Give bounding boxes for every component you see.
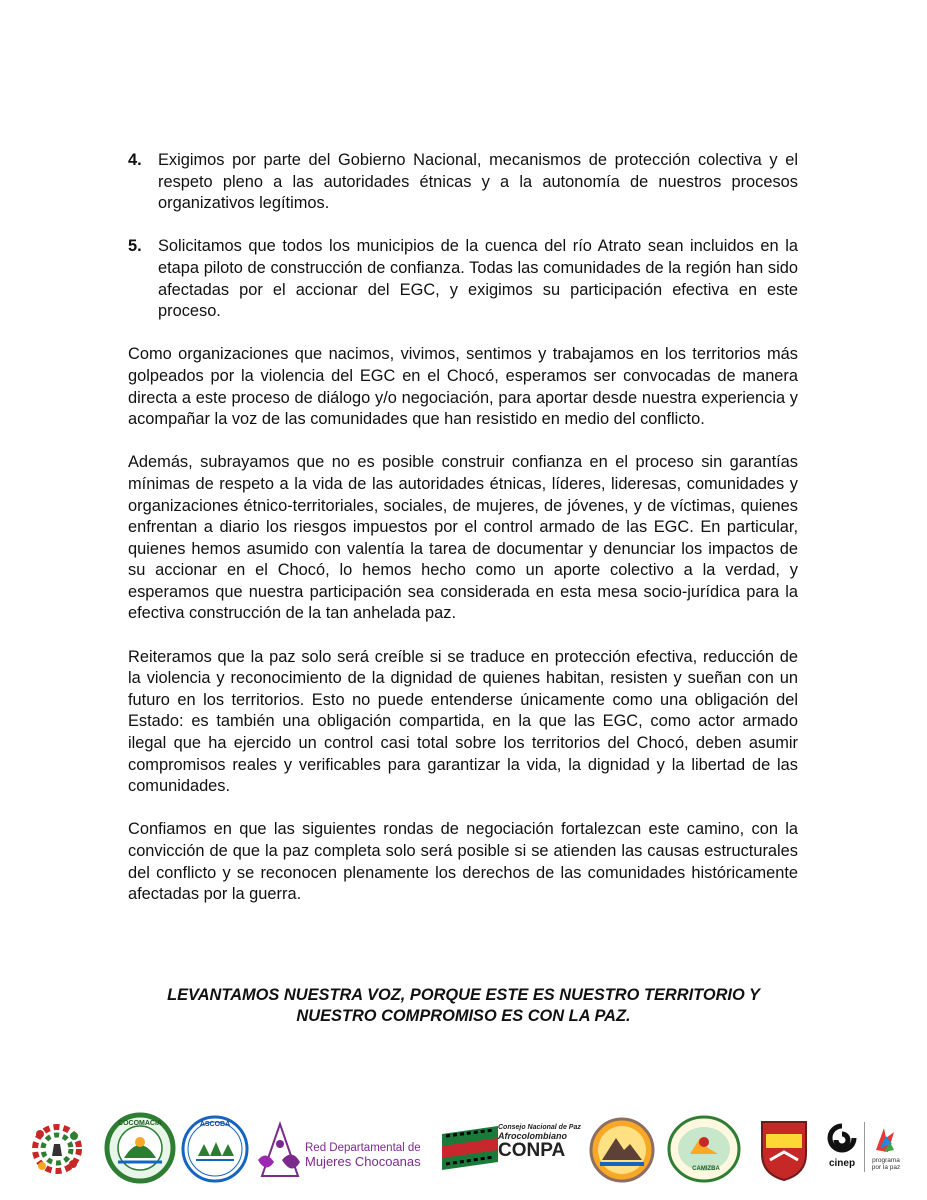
red-mujeres-line-2: Mujeres Chocoanas bbox=[305, 1154, 421, 1169]
shield-crest-logo bbox=[756, 1114, 812, 1184]
cinep-label: cinep bbox=[828, 1158, 856, 1169]
camizba-logo bbox=[666, 1114, 742, 1184]
conpa-label bbox=[498, 1124, 588, 1160]
programa-line-1: programa bbox=[872, 1157, 900, 1164]
red-mujeres-label bbox=[305, 1142, 435, 1168]
document-body bbox=[128, 150, 798, 927]
ascoba-label: ASCOBA bbox=[199, 1121, 231, 1128]
list-number: 5. bbox=[128, 237, 142, 256]
cinep-logo bbox=[824, 1122, 860, 1158]
paragraph-rondas: Confiamos en que las siguientes rondas de negociación fortalezcan este camino, con la convicción de que la paz completa solo será posible si se atienden las causas estructurales del conflicto y se reconocen plenamente los derechos de las comunidades históricamente afectadas por la guerra. bbox=[128, 820, 798, 904]
hands-circle-logo bbox=[18, 1114, 96, 1184]
list-text: Solicitamos que todos los municipios de la cuenca del río Atrato sean incluidos en la etapa piloto de construcción de confianza. Todas las comunidades de la región han sido afectadas por el accionar del EGC, y exigimos su participación efectiva en este proceso. bbox=[158, 237, 798, 321]
list-item bbox=[128, 150, 798, 215]
programa-paz-label bbox=[866, 1157, 906, 1171]
closing-line-2: NUESTRO COMPROMISO ES CON LA PAZ. bbox=[296, 1007, 631, 1025]
conpa-flag-logo bbox=[440, 1124, 500, 1172]
paragraph-paz-creible: Reiteramos que la paz solo será creíble si se traduce en protección efectiva, reducción de la violencia y reconocimiento de la dignidad de quienes habitan, resisten y sueñan con un futuro en los territorios. Esto no puede entenderse únicamente como una obligación del Estado: es también una obligación compartida, en la que las EGC, como actor armado ilegal que ha ejercido un control casi total sobre los territorios del Chocó, deben asumir compromisos reales y verificables para garantizar la vida, la dignidad y la libertad de las comunidades. bbox=[128, 647, 798, 796]
conpa-name: CONPA bbox=[498, 1140, 566, 1161]
logo-strip bbox=[0, 1110, 927, 1190]
programa-line-2: por la paz bbox=[871, 1164, 901, 1171]
red-mujeres-line-1: Red Departamental de bbox=[305, 1142, 421, 1154]
programa-paz-logo bbox=[870, 1122, 900, 1156]
red-mujeres-logo bbox=[252, 1120, 308, 1182]
list-number: 4. bbox=[128, 151, 142, 169]
closing-line-1: LEVANTAMOS NUESTRA VOZ, PORQUE ESTE ES NUESTRO TERRITORIO Y bbox=[167, 986, 760, 1004]
conpa-line-1: Consejo Nacional de Paz bbox=[498, 1124, 581, 1131]
mountain-badge-logo bbox=[588, 1116, 656, 1184]
conpa-line-2: Afrocolombiano bbox=[498, 1131, 567, 1141]
list-item bbox=[128, 236, 798, 322]
list-text: Exigimos por parte del Gobierno Nacional, mecanismos de protección colectiva y el respeto pleno a las autoridades étnicas y a la autonomía de nuestros procesos organizativos legítimos. bbox=[158, 151, 798, 213]
cocomacia-label: COCOMACIA bbox=[118, 1120, 162, 1127]
closing-statement bbox=[110, 985, 817, 1027]
logo-divider bbox=[864, 1122, 865, 1172]
paragraph-organizaciones: Como organizaciones que nacimos, vivimos, sentimos y trabajamos en los territorios más golpeados por la violencia del EGC en el Chocó, esperamos ser convocadas de manera directa a este proceso de diálogo y/o negociación, para aportar desde nuestra experiencia y acompañar la voz de las comunidades que han resistido en medio del conflicto. bbox=[128, 345, 798, 429]
paragraph-garantias: Además, subrayamos que no es posible construir confianza en el proceso sin garantías mínimas de respeto a la vida de las autoridades étnicas, líderes, lideresas, comunidades y organizaciones étnico-territoriales, sociales, de mujeres, de jóvenes, y de víctimas, quienes enfrentan a diario los riesgos impuestos por el control armado de las EGC. En particular, quienes hemos asumido con valentía la tarea de documentar y denunciar los impactos de su accionar en el Chocó, lo hemos hecho como un aporte colectivo a la verdad, y esperamos que nuestra participación sea considerada en esta mesa socio-jurídica para la efectiva construcción de la tan anhelada paz. bbox=[128, 453, 798, 623]
camizba-label: CAMIZBA bbox=[692, 1166, 720, 1172]
